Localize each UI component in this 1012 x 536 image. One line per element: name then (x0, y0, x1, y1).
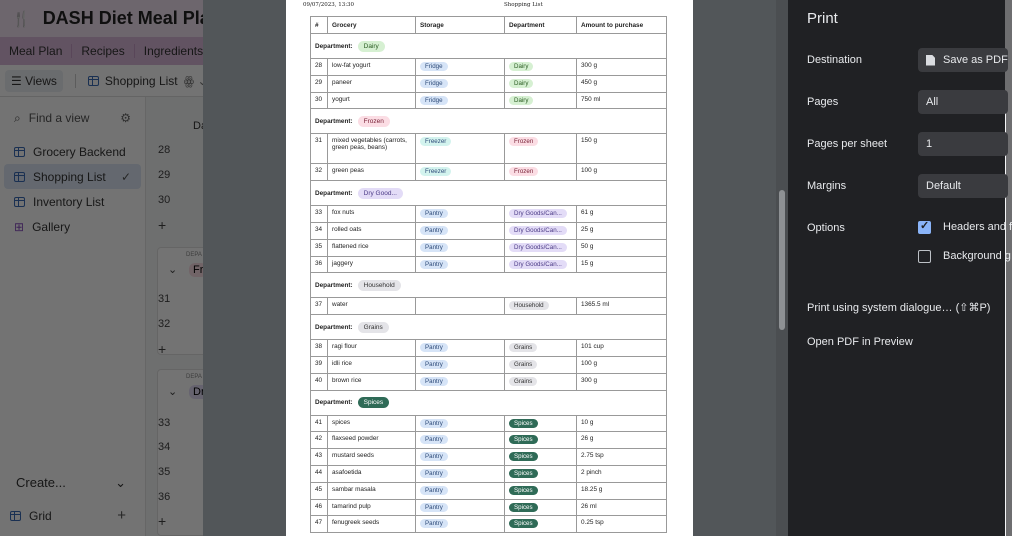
table-cell: 18.25 g (577, 482, 667, 499)
storage-pill: Pantry (420, 343, 448, 352)
table-cell: fox nuts (328, 206, 416, 223)
department-pill: Dairy (358, 41, 385, 52)
department-pill: Frozen (358, 116, 390, 127)
table-cell: 0.25 tsp (577, 516, 667, 533)
storage-pill: Pantry (420, 469, 448, 478)
storage-pill: Pantry (420, 419, 448, 428)
table-row (311, 356, 667, 373)
table-cell: 300 g (577, 373, 667, 390)
table-cell: spices (328, 415, 416, 432)
table-header-row (311, 17, 667, 34)
table-cell: 45 (311, 482, 328, 499)
table-cell (416, 415, 505, 432)
table-cell: rolled oats (328, 222, 416, 239)
table-cell: 750 ml (577, 92, 667, 109)
department-pill: Spices (358, 397, 390, 408)
department-pill: Dry Goods/Can... (509, 209, 567, 218)
table-cell: 40 (311, 373, 328, 390)
storage-pill: Pantry (420, 503, 448, 512)
table-cell: 28 (311, 59, 328, 76)
table-cell: jaggery (328, 256, 416, 273)
table-cell: flaxseed powder (328, 432, 416, 449)
table-row (311, 256, 667, 273)
margins-select[interactable] (918, 174, 1008, 198)
table-cell (416, 256, 505, 273)
table-row (311, 415, 667, 432)
table-cell: 1365.5 ml (577, 298, 667, 315)
table-cell: 61 g (577, 206, 667, 223)
storage-pill: Pantry (420, 519, 448, 528)
department-label: Department: (315, 42, 353, 50)
table-row (311, 340, 667, 357)
table-row (311, 59, 667, 76)
table-cell: 50 g (577, 239, 667, 256)
table-cell: 26 g (577, 432, 667, 449)
column-header: # (311, 17, 328, 34)
storage-pill: Pantry (420, 360, 448, 369)
storage-pill: Pantry (420, 435, 448, 444)
column-header: Storage (416, 17, 505, 34)
department-row (311, 181, 667, 206)
department-pill: Spices (509, 503, 538, 512)
department-pill: Spices (509, 419, 538, 428)
table-cell (505, 59, 577, 76)
table-cell: 100 g (577, 356, 667, 373)
table-cell: 450 g (577, 75, 667, 92)
table-row (311, 516, 667, 533)
table-cell: 15 g (577, 256, 667, 273)
table-cell: 30 (311, 92, 328, 109)
table-cell (416, 59, 505, 76)
table-cell: 26 ml (577, 499, 667, 516)
department-pill: Spices (509, 452, 538, 461)
pages-per-sheet-select[interactable] (918, 132, 1008, 156)
preview-scrollbar-thumb[interactable] (779, 190, 785, 330)
table-cell (416, 298, 505, 315)
table-cell: 43 (311, 449, 328, 466)
department-row (311, 315, 667, 340)
department-pill: Grains (509, 343, 537, 352)
department-cell (311, 109, 667, 134)
table-cell: 47 (311, 516, 328, 533)
table-cell: yogurt (328, 92, 416, 109)
department-pill: Dry Goods/Can... (509, 226, 567, 235)
table-cell: 46 (311, 499, 328, 516)
table-cell (505, 465, 577, 482)
pages-per-sheet-value: 1 (926, 138, 933, 150)
department-cell (311, 34, 667, 59)
table-cell: low-fat yogurt (328, 59, 416, 76)
storage-pill: Fridge (420, 79, 448, 88)
table-cell (505, 222, 577, 239)
table-cell (416, 499, 505, 516)
table-cell: asafoetida (328, 465, 416, 482)
table-cell: 33 (311, 206, 328, 223)
table-cell: 2.75 tsp (577, 449, 667, 466)
table-cell: 32 (311, 164, 328, 181)
department-pill: Dry Goods/Can... (509, 260, 567, 269)
table-row (311, 206, 667, 223)
table-cell: 10 g (577, 415, 667, 432)
table-row (311, 134, 667, 164)
table-cell: 34 (311, 222, 328, 239)
headers-footers-label: Headers and f (943, 221, 1012, 233)
storage-pill: Pantry (420, 226, 448, 235)
department-pill: Spices (509, 519, 538, 528)
department-row (311, 273, 667, 298)
storage-pill: Pantry (420, 377, 448, 386)
department-pill: Dairy (509, 96, 533, 105)
table-cell (416, 340, 505, 357)
department-pill: Dairy (509, 62, 533, 71)
table-cell: 44 (311, 465, 328, 482)
table-cell: mixed vegetables (carrots, green peas, beans) (328, 134, 416, 164)
destination-value: Save as PDF (943, 54, 1008, 66)
department-label: Department: (315, 189, 353, 197)
table-cell: 31 (311, 134, 328, 164)
table-cell: 36 (311, 256, 328, 273)
destination-label: Destination (807, 54, 863, 66)
department-pill: Grains (509, 377, 537, 386)
pages-select[interactable] (918, 90, 1008, 114)
table-cell (505, 499, 577, 516)
table-cell: mustard seeds (328, 449, 416, 466)
department-label: Department: (315, 117, 353, 125)
table-cell: flattened rice (328, 239, 416, 256)
department-cell (311, 181, 667, 206)
margins-value: Default (926, 180, 961, 192)
storage-pill: Fridge (420, 62, 448, 71)
table-cell (416, 373, 505, 390)
table-cell (416, 239, 505, 256)
table-cell (505, 415, 577, 432)
document-icon (926, 55, 935, 66)
print-title-heading: Print (807, 10, 838, 27)
storage-pill: Pantry (420, 243, 448, 252)
table-cell (505, 75, 577, 92)
table-cell (416, 465, 505, 482)
table-cell: idli rice (328, 356, 416, 373)
table-cell: 2 pinch (577, 465, 667, 482)
table-cell: water (328, 298, 416, 315)
department-pill: Frozen (509, 167, 538, 176)
table-cell (416, 164, 505, 181)
table-cell: 150 g (577, 134, 667, 164)
print-date: 09/07/2023, 13:30 (303, 2, 355, 8)
storage-pill: Pantry (420, 486, 448, 495)
table-cell (505, 356, 577, 373)
department-pill: Dairy (509, 79, 533, 88)
department-row (311, 109, 667, 134)
table-cell (505, 164, 577, 181)
department-row (311, 34, 667, 59)
table-cell (505, 298, 577, 315)
table-cell: brown rice (328, 373, 416, 390)
column-header: Department (505, 17, 577, 34)
department-pill: Frozen (509, 137, 538, 146)
table-cell (416, 516, 505, 533)
table-cell: sambar masala (328, 482, 416, 499)
storage-pill: Pantry (420, 452, 448, 461)
column-header: Grocery (328, 17, 416, 34)
table-row (311, 465, 667, 482)
department-label: Department: (315, 281, 353, 289)
table-cell (505, 482, 577, 499)
table-cell (416, 134, 505, 164)
table-cell (416, 222, 505, 239)
department-pill: Spices (509, 435, 538, 444)
department-pill: Grains (509, 360, 537, 369)
table-row (311, 75, 667, 92)
table-row (311, 164, 667, 181)
department-pill: Dry Good... (358, 188, 403, 199)
table-row (311, 298, 667, 315)
table-cell: 41 (311, 415, 328, 432)
table-cell: 39 (311, 356, 328, 373)
table-cell (505, 92, 577, 109)
table-cell: 37 (311, 298, 328, 315)
table-cell (505, 239, 577, 256)
table-cell (505, 449, 577, 466)
table-cell (416, 206, 505, 223)
department-pill: Household (509, 301, 549, 310)
department-pill: Spices (509, 469, 538, 478)
table-cell: green peas (328, 164, 416, 181)
table-cell (416, 356, 505, 373)
headers-footers-checkbox[interactable] (918, 221, 931, 234)
shopping-list-table (310, 16, 667, 533)
department-row (311, 390, 667, 415)
storage-pill: Fridge (420, 96, 448, 105)
table-cell: tamarind pulp (328, 499, 416, 516)
table-cell: 300 g (577, 59, 667, 76)
storage-pill: Freezer (420, 137, 451, 146)
open-pdf-preview-link[interactable]: Open PDF in Preview (807, 336, 913, 348)
table-row (311, 449, 667, 466)
print-preview-page (286, 0, 693, 536)
column-header: Amount to purchase (577, 17, 667, 34)
table-row (311, 239, 667, 256)
department-cell (311, 390, 667, 415)
table-cell: paneer (328, 75, 416, 92)
print-settings-panel (788, 0, 1012, 536)
table-cell (505, 432, 577, 449)
table-cell (416, 75, 505, 92)
department-pill: Household (358, 280, 401, 291)
table-cell: 29 (311, 75, 328, 92)
table-cell: ragi flour (328, 340, 416, 357)
table-cell (505, 256, 577, 273)
storage-pill: Freezer (420, 167, 451, 176)
table-cell (416, 482, 505, 499)
table-cell: 101 cup (577, 340, 667, 357)
background-graphics-checkbox[interactable] (918, 250, 931, 263)
department-label: Department: (315, 399, 353, 407)
storage-pill: Pantry (420, 209, 448, 218)
department-label: Department: (315, 323, 353, 331)
table-cell: 42 (311, 432, 328, 449)
table-row (311, 373, 667, 390)
department-cell (311, 273, 667, 298)
pages-value: All (926, 96, 939, 108)
options-label: Options (807, 222, 845, 234)
table-cell (505, 340, 577, 357)
table-cell (505, 516, 577, 533)
table-cell: 25 g (577, 222, 667, 239)
system-dialogue-link[interactable]: Print using system dialogue… (⇧⌘P) (807, 302, 991, 314)
table-row (311, 482, 667, 499)
table-cell (416, 449, 505, 466)
table-row (311, 222, 667, 239)
table-cell (505, 134, 577, 164)
table-cell: fenugreek seeds (328, 516, 416, 533)
table-body (311, 34, 667, 533)
print-title: Shopping List (504, 2, 543, 8)
table-row (311, 432, 667, 449)
table-cell (416, 432, 505, 449)
margins-label: Margins (807, 180, 847, 192)
table-cell: 38 (311, 340, 328, 357)
destination-select[interactable] (918, 48, 1008, 72)
table-cell (416, 92, 505, 109)
department-pill: Spices (509, 486, 538, 495)
pages-per-sheet-label: Pages per sheet (807, 138, 888, 150)
table-cell (505, 373, 577, 390)
table-cell: 100 g (577, 164, 667, 181)
department-pill: Dry Goods/Can... (509, 243, 567, 252)
background-graphics-label: Background g (943, 250, 1011, 262)
table-cell (505, 206, 577, 223)
table-cell: 35 (311, 239, 328, 256)
table-row (311, 499, 667, 516)
table-row (311, 92, 667, 109)
storage-pill: Pantry (420, 260, 448, 269)
department-pill: Grains (358, 322, 389, 333)
department-cell (311, 315, 667, 340)
pages-label: Pages (807, 96, 839, 108)
